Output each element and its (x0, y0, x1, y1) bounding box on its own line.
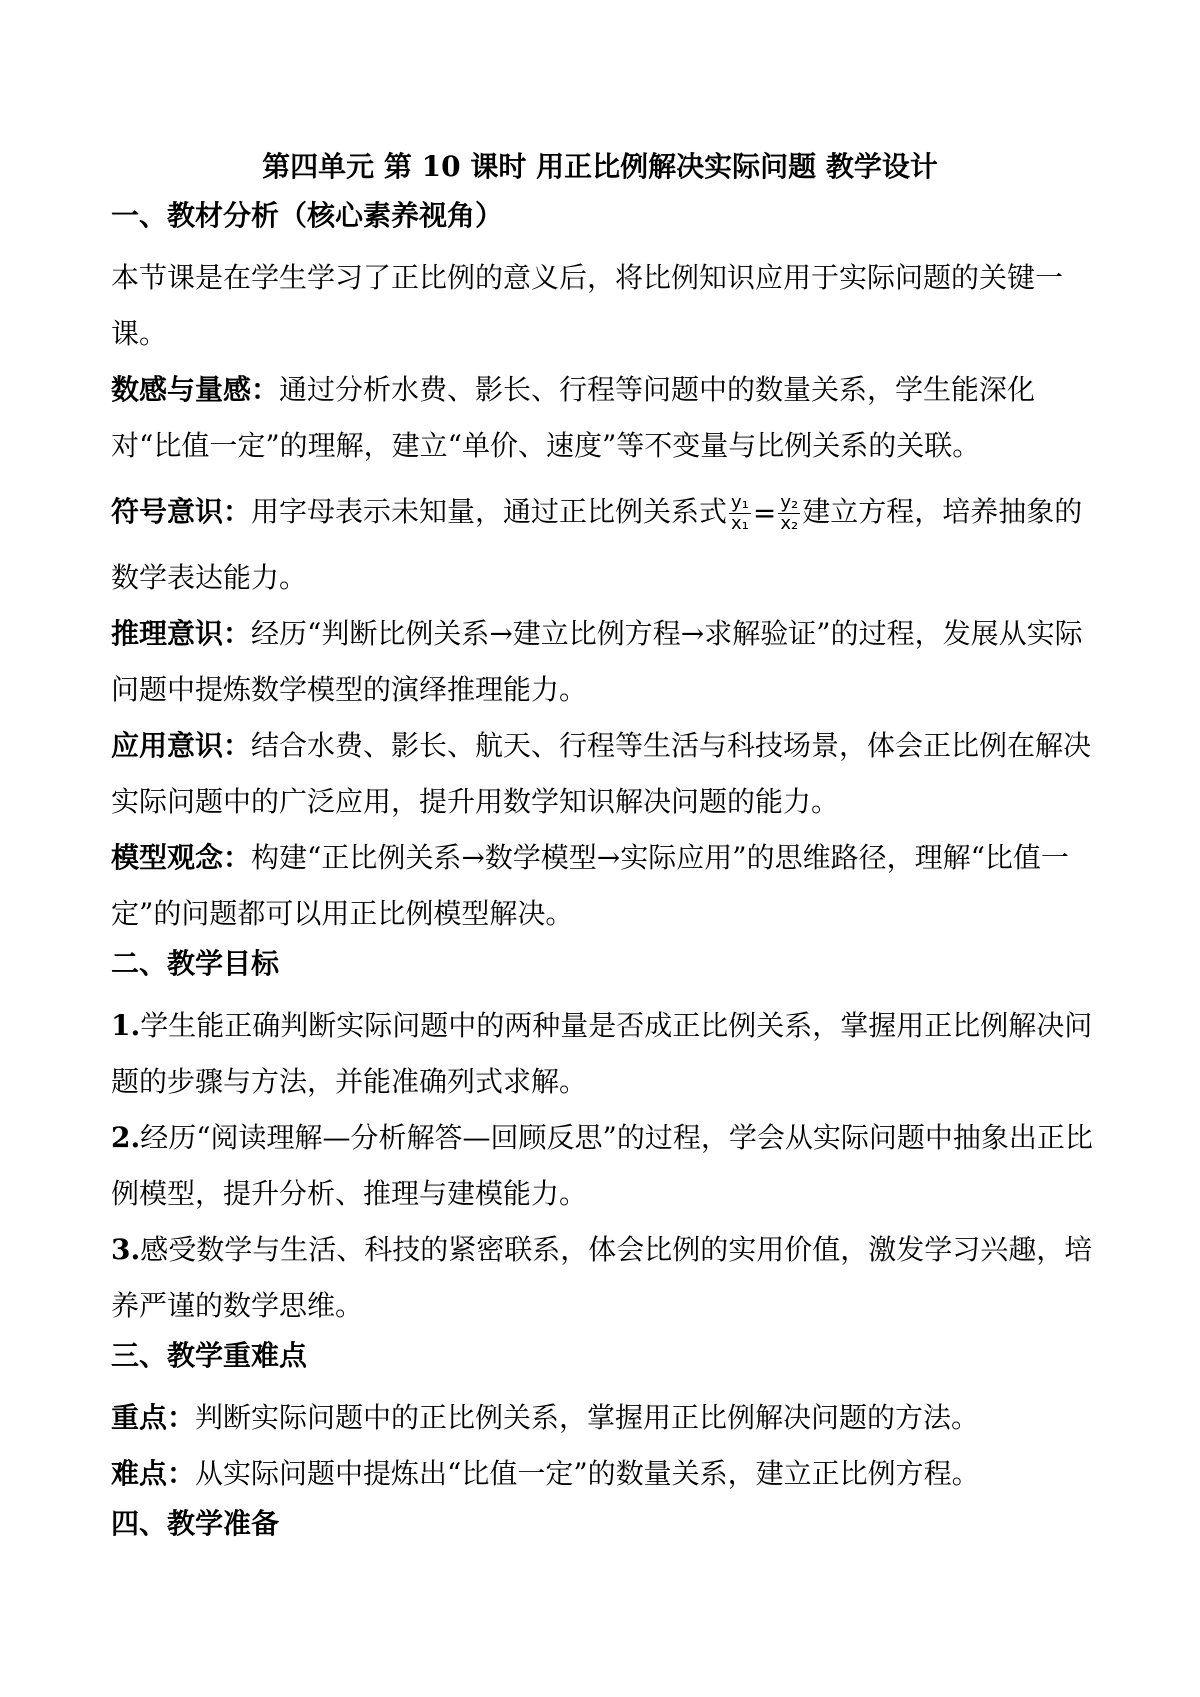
formula-denominator-x2: x₂ (780, 513, 799, 534)
formula-numerator-y2: y₂ (780, 492, 799, 513)
paragraph-lead: 应用意识： (111, 729, 252, 762)
paragraph-lead: 符号意识： (111, 495, 252, 528)
document-title: 第四单元 第 10 课时 用正比例解决实际问题 教学设计 (262, 150, 938, 183)
section-heading-teaching-goals: 二、教学目标 (111, 947, 280, 980)
paragraph-application (111, 718, 1103, 830)
paragraph-lead: 重点： (111, 1401, 196, 1434)
paragraph-lead: 模型观念： (111, 841, 252, 874)
paragraph-text-after-formula: 建立方程，培养抽象的数学表达能力。 (111, 495, 1083, 594)
formula-numerator-y1: y₁ (731, 492, 749, 513)
goal-number: 3. (111, 1233, 141, 1266)
document-body (111, 196, 1103, 1560)
goal-item (111, 998, 1103, 1110)
section-heading-textbook-analysis: 一、教材分析（核心素养视角） (111, 199, 504, 232)
goal-number: 2. (111, 1121, 141, 1154)
paragraph-intro: 本节课是在学生学习了正比例的意义后，将比例知识应用于实际问题的关键一课。 (111, 261, 1064, 350)
key-point (111, 1390, 1103, 1446)
goal-text: 经历“阅读理解—分析解答—回顾反思”的过程，学会从实际问题中抽象出正比例模型，提升分析、推理与建模能力。 (111, 1121, 1093, 1210)
goal-text: 学生能正确判断实际问题中的两种量是否成正比例关系，掌握用正比例解决问题的步骤与方法，并能准确列式求解。 (111, 1009, 1093, 1098)
paragraph-number-sense (111, 362, 1103, 474)
paragraph-text: 从实际问题中提炼出“比值一定”的数量关系，建立正比例方程。 (195, 1457, 980, 1490)
formula-fraction-left (729, 493, 751, 534)
paragraph-lead: 推理意识： (111, 617, 252, 650)
formula-denominator-x1: x₁ (731, 513, 749, 534)
paragraph-reasoning (111, 606, 1103, 718)
formula-equals: = (752, 496, 777, 530)
paragraph-text: 经历“判断比例关系→建立比例方程→求解验证”的过程，发展从实际问题中提炼数学模型的演绎推理能力。 (111, 617, 1083, 706)
paragraph-text: 判断实际问题中的正比例关系，掌握用正比例解决问题的方法。 (195, 1401, 980, 1434)
difficult-point (111, 1446, 1103, 1502)
goal-item (111, 1110, 1103, 1222)
paragraph-model (111, 830, 1103, 942)
paragraph-symbol-sense (111, 474, 1103, 606)
paragraph-lead: 难点： (111, 1457, 196, 1490)
goal-text: 感受数学与生活、科技的紧密联系，体会比例的实用价值，激发学习兴趣，培养严谨的数学思维。 (111, 1233, 1093, 1322)
paragraph-text: 结合水费、影长、航天、行程等生活与科技场景，体会正比例在解决实际问题中的广泛应用，提升用数学知识解决问题的能力。 (111, 729, 1092, 818)
section-heading-key-difficult-points: 三、教学重难点 (111, 1339, 308, 1372)
goal-number: 1. (111, 1009, 141, 1042)
goal-item (111, 1222, 1103, 1334)
paragraph-text: 通过分析水费、影长、行程等问题中的数量关系，学生能深化对“比值一定”的理解，建立“单价、速度”等不变量与比例关系的关联。 (111, 373, 1036, 462)
formula-fraction-right (778, 493, 800, 534)
paragraph-text: 构建“正比例关系→数学模型→实际应用”的思维路径，理解“比值一定”的问题都可以用正比例模型解决。 (111, 841, 1069, 930)
paragraph-text-before-formula: 用字母表示未知量，通过正比例关系式 (251, 495, 728, 528)
section-heading-teaching-preparation: 四、教学准备 (111, 1507, 280, 1540)
paragraph-lead: 数感与量感： (111, 373, 280, 406)
